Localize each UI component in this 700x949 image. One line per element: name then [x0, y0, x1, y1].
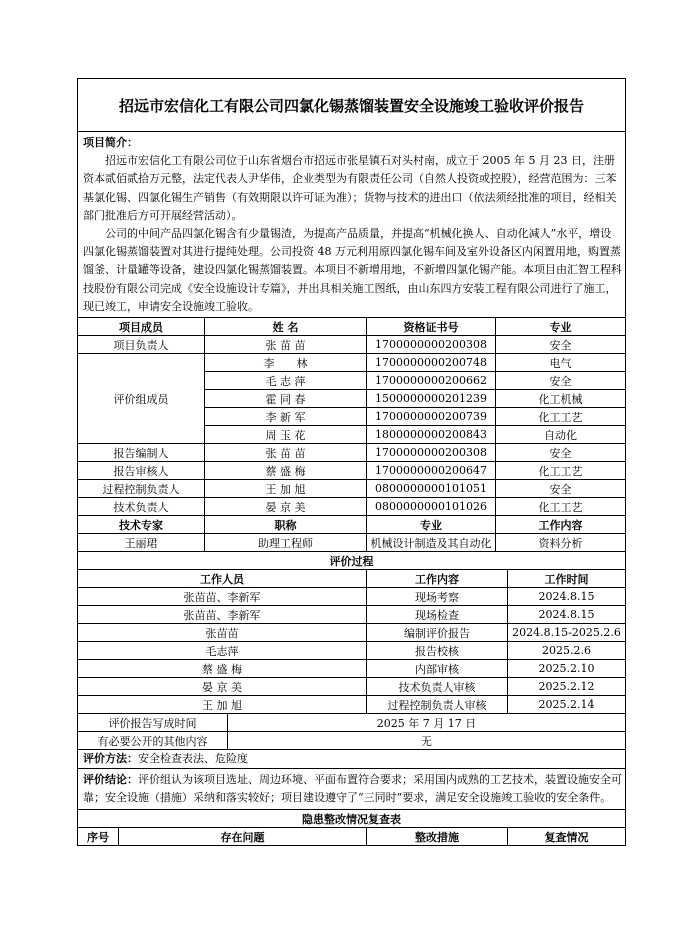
expert-row — [78, 534, 626, 552]
member-major: 化工工艺 — [496, 408, 626, 426]
process-staff: 张苗苗、李新军 — [78, 606, 367, 624]
method-label: 评价方法： — [83, 752, 138, 766]
members-header-name: 姓 名 — [205, 318, 367, 336]
member-cert: 0800000000101026 — [367, 498, 496, 516]
member-role: 过程控制负责人 — [78, 480, 205, 498]
process-header-time: 工作时间 — [508, 570, 626, 588]
member-cert: 1700000000200308 — [367, 444, 496, 462]
member-row — [78, 498, 626, 516]
members-header-major: 专业 — [496, 318, 626, 336]
experts-header-work: 工作内容 — [496, 516, 626, 534]
process-time: 2024.8.15-2025.2.6 — [508, 624, 626, 642]
process-row — [78, 642, 626, 660]
process-row — [78, 588, 626, 606]
public-value: 无 — [228, 732, 626, 750]
member-group-label: 评价组成员 — [78, 354, 205, 444]
method-value: 安全检查表法、危险度 — [138, 752, 248, 766]
member-cert: 1500000000201239 — [367, 390, 496, 408]
member-major: 化工工艺 — [496, 462, 626, 480]
member-cert: 1700000000200739 — [367, 408, 496, 426]
experts-header-title: 职称 — [205, 516, 367, 534]
process-title: 评价过程 — [78, 552, 626, 570]
process-time: 2024.8.15 — [508, 588, 626, 606]
process-work: 现场检查 — [367, 606, 508, 624]
member-name: 张 苗 苗 — [205, 336, 367, 354]
completion-row — [78, 714, 626, 732]
member-name: 王 加 旭 — [205, 480, 367, 498]
process-time: 2025.2.6 — [508, 642, 626, 660]
member-role: 报告编制人 — [78, 444, 205, 462]
process-row — [78, 624, 626, 642]
process-row — [78, 696, 626, 714]
process-time: 2024.8.15 — [508, 606, 626, 624]
member-cert: 1800000000200843 — [367, 426, 496, 444]
hazard-header-index: 序号 — [78, 828, 119, 846]
process-work: 内部审核 — [367, 660, 508, 678]
members-header-row — [78, 318, 626, 336]
process-time: 2025.2.14 — [508, 696, 626, 714]
member-cert: 1700000000200647 — [367, 462, 496, 480]
member-name: 蔡 盛 梅 — [205, 462, 367, 480]
member-major: 安全 — [496, 372, 626, 390]
experts-header-name: 技术专家 — [78, 516, 205, 534]
member-row — [78, 462, 626, 480]
member-row — [78, 336, 626, 354]
expert-title: 助理工程师 — [205, 534, 367, 552]
member-cert: 1700000000200308 — [367, 336, 496, 354]
intro-paragraph-2: 公司的中间产品四氯化锡含有少量锡渣，为提高产品质量，并提高“机械化换人、自动化减人”水平，增设四氯化锡蒸馏装置对其进行提纯处理。公司投资 48 万元利用原四氯化锡车间及室外设备区内闲置用地，购置蒸馏釜、计量罐等设备，建设四氯化锡蒸馏装置。本项目不新增用地，不新增四氯化锡产能。本项目由汇智工程科技股份有限公司完成《安全设施设计专篇》，并出具相关施工图纸，由山东四方安装工程有限公司进行了施工，现已竣工，申请安全设施竣工验收。 — [83, 227, 622, 313]
intro-label: 项目简介： — [83, 136, 138, 149]
process-staff: 蔡 盛 梅 — [78, 660, 367, 678]
completion-value: 2025 年 7 月 17 日 — [228, 714, 626, 732]
process-header-row — [78, 570, 626, 588]
project-intro — [78, 132, 626, 318]
process-row — [78, 660, 626, 678]
member-row — [78, 444, 626, 462]
hazard-header-measure: 整改措施 — [367, 828, 508, 846]
evaluation-conclusion — [78, 769, 626, 810]
hazard-header-row — [78, 828, 626, 846]
member-name: 晏 京 美 — [205, 498, 367, 516]
process-staff: 张苗苗 — [78, 624, 367, 642]
process-staff: 张苗苗、李新军 — [78, 588, 367, 606]
member-name: 周 玉 花 — [205, 426, 367, 444]
member-cert: 0800000000101051 — [367, 480, 496, 498]
report-title: 招远市宏信化工有限公司四氯化锡蒸馏装置安全设施竣工验收评价报告 — [78, 79, 626, 132]
process-work: 技术负责人审核 — [367, 678, 508, 696]
experts-header-row — [78, 516, 626, 534]
conclusion-label: 评价结论： — [83, 773, 138, 787]
expert-name: 王丽珺 — [78, 534, 205, 552]
member-major: 化工机械 — [496, 390, 626, 408]
public-label: 有必要公开的其他内容 — [78, 732, 228, 750]
completion-label: 评价报告写成时间 — [78, 714, 228, 732]
hazard-header-review: 复查情况 — [508, 828, 626, 846]
member-row — [78, 480, 626, 498]
expert-work: 资料分析 — [496, 534, 626, 552]
member-role: 项目负责人 — [78, 336, 205, 354]
process-time: 2025.2.10 — [508, 660, 626, 678]
expert-major: 机械设计制造及其自动化 — [367, 534, 496, 552]
process-work: 过程控制负责人审核 — [367, 696, 508, 714]
report-table — [77, 78, 626, 846]
process-row — [78, 678, 626, 696]
intro-paragraph-1: 招远市宏信化工有限公司位于山东省烟台市招远市张星镇石对头村南，成立于 2005 年 5 月 23 日，注册资本贰佰贰拾万元整，法定代表人尹华伟，企业类型为有限责任公司（自然人投资或控股），经营范围为：三苯基氯化锡、四氯化锡生产销售（有效期限以许可证为准）；货物与技术的进出口（依法须经批准的项目，经相关部门批准后方可开展经营活动）。 — [83, 154, 617, 222]
members-header-role: 项目成员 — [78, 318, 205, 336]
member-major: 自动化 — [496, 426, 626, 444]
process-time: 2025.2.12 — [508, 678, 626, 696]
process-work: 现场考察 — [367, 588, 508, 606]
process-work: 报告校核 — [367, 642, 508, 660]
member-major: 化工工艺 — [496, 498, 626, 516]
member-cert: 1700000000200662 — [367, 372, 496, 390]
hazard-title: 隐患整改情况复查表 — [78, 810, 626, 828]
member-role: 技术负责人 — [78, 498, 205, 516]
evaluation-method — [78, 750, 626, 769]
process-staff: 晏 京 美 — [78, 678, 367, 696]
process-staff: 王 加 旭 — [78, 696, 367, 714]
member-major: 安全 — [496, 444, 626, 462]
public-row — [78, 732, 626, 750]
process-staff: 毛志萍 — [78, 642, 367, 660]
experts-header-major: 专业 — [367, 516, 496, 534]
member-name: 毛 志 萍 — [205, 372, 367, 390]
conclusion-value: 评价组认为该项目选址、周边环境、平面布置符合要求；采用国内成熟的工艺技术，装置设施安全可靠；安全设施（措施）采纳和落实较好；项目建设遵守了“三同时”要求，满足安全设施竣工验收的安全条件。 — [83, 773, 622, 805]
member-major: 安全 — [496, 480, 626, 498]
member-role: 报告审核人 — [78, 462, 205, 480]
member-major: 安全 — [496, 336, 626, 354]
hazard-header-problem: 存在问题 — [119, 828, 367, 846]
process-header-work: 工作内容 — [367, 570, 508, 588]
member-name: 张 苗 苗 — [205, 444, 367, 462]
process-work: 编制评价报告 — [367, 624, 508, 642]
report-sheet — [77, 78, 625, 846]
process-header-staff: 工作人员 — [78, 570, 367, 588]
member-name: 李 林 — [205, 354, 367, 372]
member-major: 电气 — [496, 354, 626, 372]
member-cert: 1700000000200748 — [367, 354, 496, 372]
member-name: 霍 同 春 — [205, 390, 367, 408]
member-row — [78, 354, 626, 372]
members-header-cert: 资格证书号 — [367, 318, 496, 336]
member-name: 李 新 军 — [205, 408, 367, 426]
process-row — [78, 606, 626, 624]
